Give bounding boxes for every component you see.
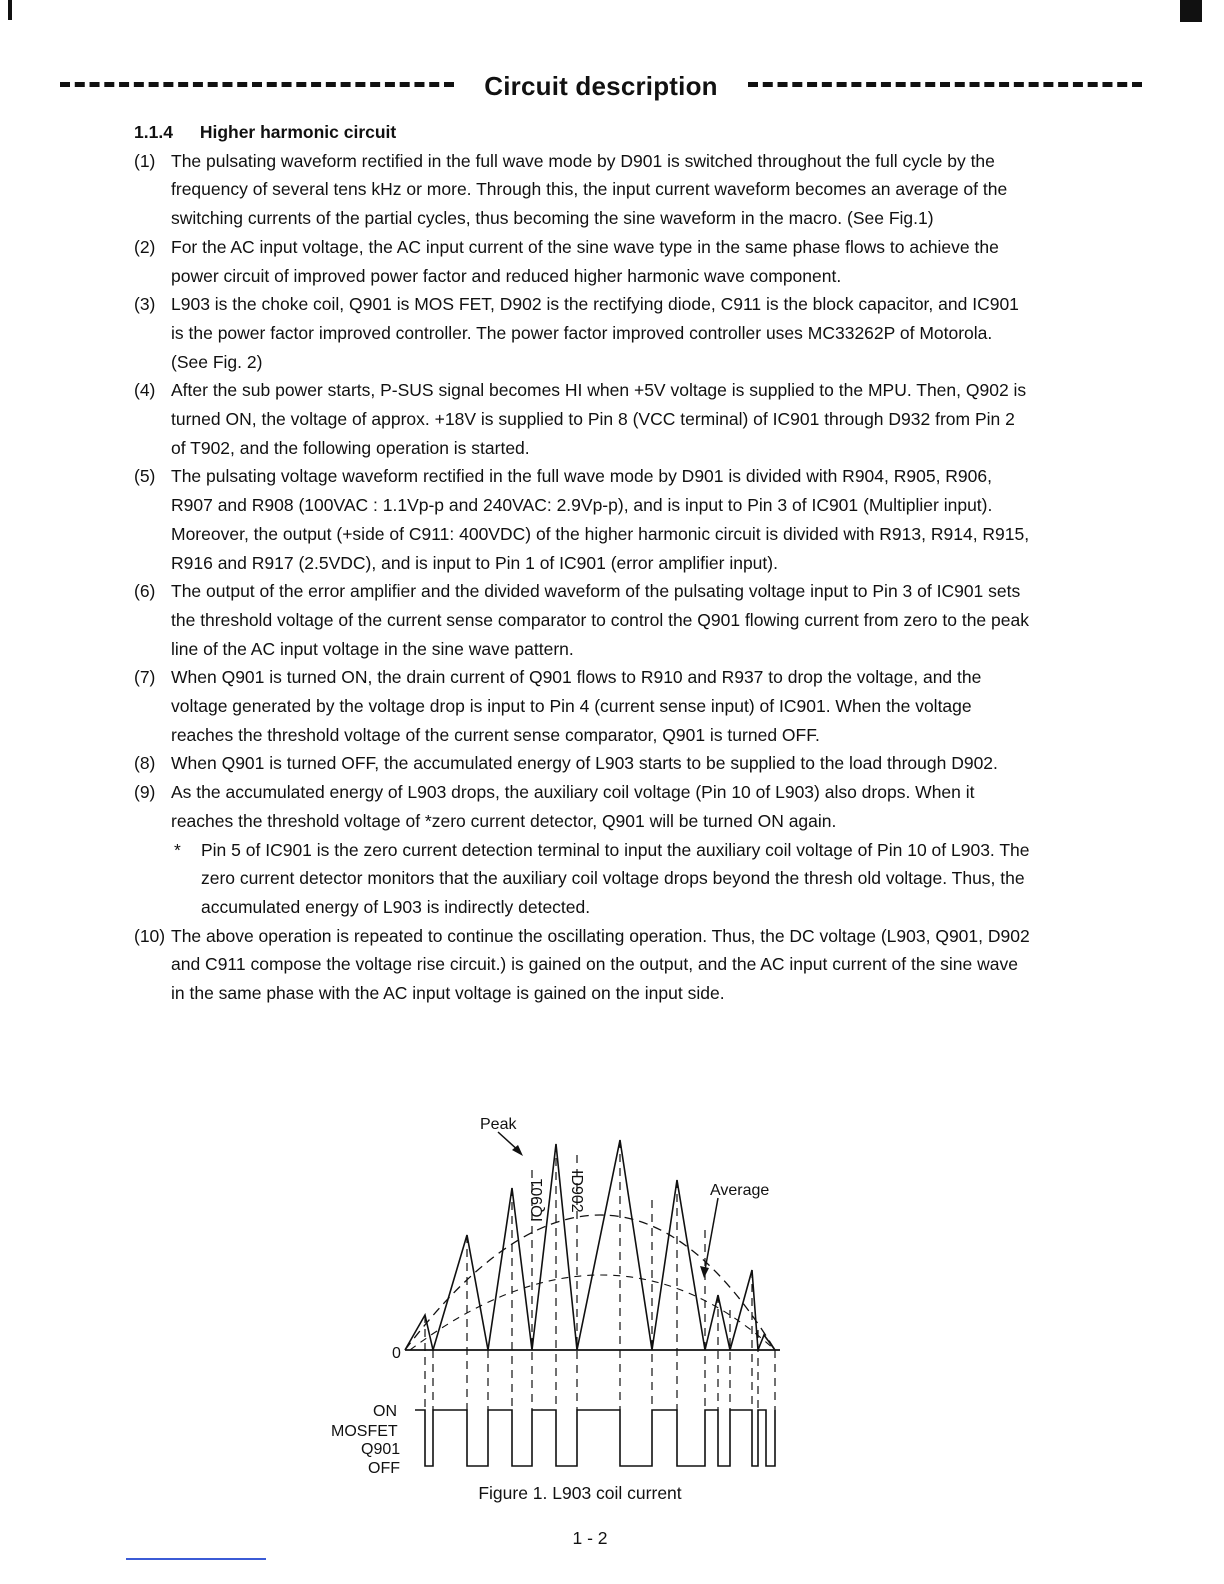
zero-label: 0	[392, 1345, 401, 1362]
item-text: The pulsating voltage waveform rectified in the full wave mode by D901 is divided with R904, R905, R906, R907 and R908 (100VAC : 1.1Vp-p and 240VAC: 2.9Vp-p), and is input to Pin 3 of IC901 (Multiplier input). Moreover, the output (+side of C911: 400VDC) of the higher harmonic circuit is divided with R913, R914, R915, R916 and R917 (2.5VDC), and is input to Pin 1 of IC901 (error amplifier input).	[171, 466, 1030, 573]
list-item	[134, 922, 1034, 1008]
page-header	[60, 68, 1142, 104]
header-dash-right	[748, 82, 1142, 91]
item-text: As the accumulated energy of L903 drops, the auxiliary coil voltage (Pin 10 of L903) also drops. When it reaches the threshold voltage of *zero current detector, Q901 will be turned ON again.	[171, 782, 975, 831]
average-arrow	[705, 1198, 718, 1270]
peak-label: Peak	[480, 1116, 517, 1133]
item-text: When Q901 is turned ON, the drain current of Q901 flows to R910 and R937 to drop the voltage, and the voltage generated by the voltage drop is input to Pin 4 (current sense input) of IC901. When the voltage reaches the threshold voltage of the current sense comparator, Q901 is turned OFF.	[171, 667, 982, 745]
list-item	[134, 462, 1034, 577]
footer-rule	[126, 1558, 266, 1560]
mosfet-label: MOSFET	[331, 1423, 398, 1440]
list-item	[134, 147, 1034, 233]
figure-1	[320, 1110, 800, 1490]
coil-current-waveform	[405, 1140, 775, 1350]
footnote	[134, 836, 1034, 922]
item-number: (5)	[134, 466, 156, 487]
on-label: ON	[373, 1403, 397, 1420]
item-text: For the AC input voltage, the AC input current of the sine wave type in the same phase flows to achieve the power circuit of improved power factor and reduced higher harmonic wave component.	[171, 236, 999, 286]
footnote-symbol: *	[174, 839, 181, 860]
item-number: (4)	[134, 380, 156, 401]
item-number: (1)	[134, 150, 156, 171]
page-number: 1 - 2	[572, 1528, 608, 1548]
list-item	[134, 376, 1034, 462]
list-item	[134, 233, 1034, 290]
switching-markers	[425, 1140, 775, 1410]
figure-caption: Figure 1. L903 coil current	[478, 1483, 682, 1503]
item-number: (7)	[134, 667, 156, 688]
list-item	[134, 577, 1034, 663]
item-text: When Q901 is turned OFF, the accumulated energy of L903 starts to be supplied to the load through D902.	[171, 753, 998, 774]
section-title: Higher harmonic circuit	[199, 122, 397, 142]
item-text: The output of the error amplifier and the divided waveform of the pulsating voltage input to Pin 3 of IC901 sets the threshold voltage of the current sense comparator to control the Q901 flowing current from zero to the peak line of the AC input voltage in the sine wave pattern.	[171, 581, 1029, 659]
coil-current-diagram	[320, 1110, 800, 1490]
header-dash-left	[60, 82, 454, 91]
item-number: (9)	[134, 782, 156, 803]
scan-mark-left	[8, 0, 12, 20]
section-number: 1.1.4	[134, 122, 173, 142]
mosfet-pulse-train	[415, 1410, 775, 1466]
item-text: The above operation is repeated to continue the oscillating operation. Thus, the DC voltage (L903, Q901, D902 and C911 compose the voltage rise circuit.) is gained on the output, and the AC input current of the sine wave in the same phase with the AC input voltage is gained on the input side.	[171, 925, 1030, 1004]
average-envelope	[410, 1275, 775, 1350]
main-content	[134, 118, 1034, 1008]
list-item	[134, 749, 1034, 778]
off-label: OFF	[368, 1460, 400, 1477]
q901-current-label: IQ901	[529, 1178, 546, 1222]
item-number: (6)	[134, 581, 156, 602]
section-heading	[134, 118, 1034, 147]
item-number: (8)	[134, 753, 156, 774]
item-number: (3)	[134, 294, 156, 315]
scan-mark-right	[1180, 0, 1202, 22]
q901-signal-label: Q901	[361, 1441, 401, 1458]
peak-envelope	[405, 1215, 775, 1350]
page-title: Circuit description	[484, 70, 718, 101]
list-item	[134, 290, 1034, 376]
item-text: The pulsating waveform rectified in the full wave mode by D901 is switched throughout the full cycle by the frequency of several tens kHz or more. Through this, the input current waveform becomes an average of the switching currents of the partial cycles, thus becoming the sine waveform in the macro. (See Fig.1)	[171, 150, 1008, 229]
average-label: Average	[710, 1182, 770, 1199]
item-text: L903 is the choke coil, Q901 is MOS FET, D902 is the rectifying diode, C911 is the block capacitor, and IC901 is the power factor improved controller. The power factor improved controller uses MC33262P of Motorola. (See Fig. 2)	[171, 294, 1019, 372]
item-number: (2)	[134, 236, 156, 257]
item-number: (10)	[134, 925, 166, 946]
list-item	[134, 778, 1034, 835]
footnote-text: Pin 5 of IC901 is the zero current detection terminal to input the auxiliary coil voltage of Pin 10 of L903. The zero current detector monitors that the auxiliary coil voltage drops beyond the thresh old voltage. Thus, the accumulated energy of L903 is indirectly detected.	[201, 839, 1030, 917]
item-text: After the sub power starts, P-SUS signal becomes HI when +5V voltage is supplied to the MPU. Then, Q902 is turned ON, the voltage of approx. +18V is supplied to Pin 8 (VCC terminal) of IC901 through D932 from Pin 2 of T902, and the following operation is started.	[171, 380, 1027, 458]
list-item	[134, 663, 1034, 749]
average-arrowhead	[700, 1266, 709, 1278]
d902-current-label: ID902	[568, 1170, 585, 1213]
